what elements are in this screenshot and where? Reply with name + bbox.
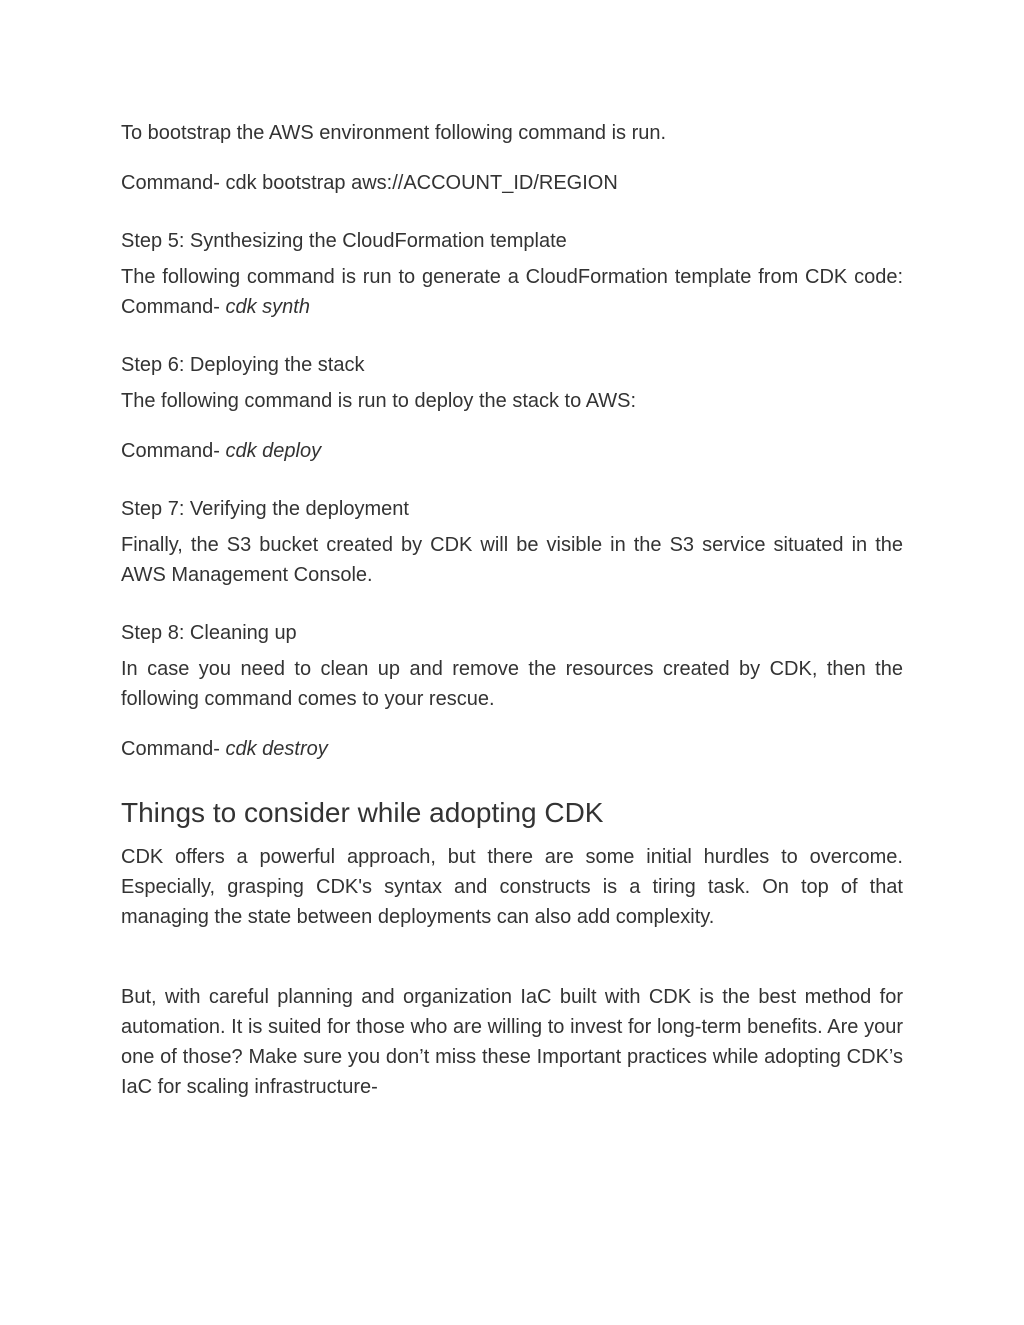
step6-command-line [121,436,903,466]
step5-paragraph [121,262,903,322]
step7-heading: Step 7: Verifying the deployment [121,498,409,520]
step6-command: cdk deploy [225,440,322,462]
step6-paragraph: The following command is run to deploy the stack to AWS: [121,390,637,412]
step8-command-line [121,734,903,764]
step6-heading: Step 6: Deploying the stack [121,354,365,376]
intro-paragraph: To bootstrap the AWS environment following command is run. [121,122,667,144]
step6-command-label: Command- [121,440,226,462]
section-paragraph-2: But, with careful planning and organization IaC built with CDK is the best method for automation. It is suited for those who are willing to invest for long-term benefits. Are your one of those? Make sure you don’t miss these Important practices while adopting CDK’s IaC for scaling infrastructure- [121,986,903,1098]
step5-text: The following command is run to generate a CloudFormation template from CDK code: Command- [121,266,903,318]
step8-command: cdk destroy [225,738,328,760]
step8-paragraph: In case you need to clean up and remove the resources created by CDK, then the following command comes to your rescue. [121,658,903,710]
section-paragraph-1: CDK offers a powerful approach, but there are some initial hurdles to overcome. Especially, grasping CDK's syntax and constructs is a tiring task. On top of that managing the state between deployments can also add complexity. [121,846,903,928]
bootstrap-command: Command- cdk bootstrap aws://ACCOUNT_ID/REGION [121,172,618,194]
step8-command-label: Command- [121,738,226,760]
step5-heading: Step 5: Synthesizing the CloudFormation template [121,230,567,252]
step7-paragraph: Finally, the S3 bucket created by CDK will be visible in the S3 service situated in the AWS Management Console. [121,534,903,586]
step8-heading: Step 8: Cleaning up [121,622,297,644]
section-title: Things to consider while adopting CDK [121,797,604,828]
step5-command: cdk synth [225,296,310,318]
